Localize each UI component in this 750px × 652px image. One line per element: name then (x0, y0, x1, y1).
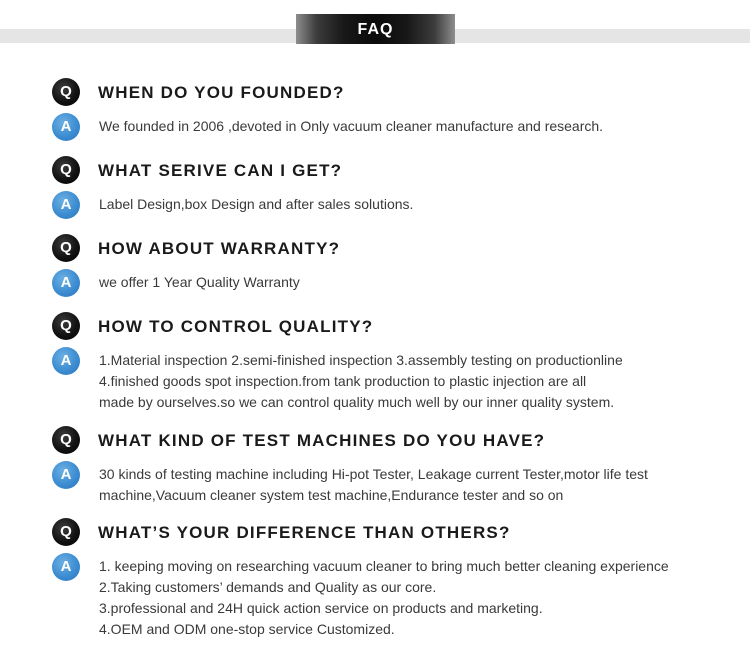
answer-line: Label Design,box Design and after sales solutions. (99, 196, 414, 212)
answer-line: 4.finished goods spot inspection.from tank production to plastic injection are all (99, 373, 587, 389)
answer-line: 1. keeping moving on researching vacuum cleaner to bring much better cleaning experience (99, 558, 669, 574)
question-marker-icon: Q (52, 518, 80, 546)
answer-line: 3.professional and 24H quick action service on products and marketing. (99, 600, 543, 616)
question-marker-icon: Q (52, 156, 80, 184)
question-marker-icon: Q (52, 78, 80, 106)
answer-line: 2.Taking customers’ demands and Quality as our core. (99, 579, 437, 595)
faq-title-tab (296, 14, 455, 44)
faq-question: WHEN DO YOU FOUNDED? (98, 83, 345, 102)
answer-line: We founded in 2006 ,devoted in Only vacuum cleaner manufacture and research. (99, 118, 604, 134)
answer-line: made by ourselves.so we can control quality much well by our inner quality system. (99, 394, 615, 410)
answer-marker-icon: A (52, 269, 80, 297)
faq-answer (99, 556, 669, 640)
faq-question: WHAT’S YOUR DIFFERENCE THAN OTHERS? (98, 523, 511, 542)
answer-line: 30 kinds of testing machine including Hi-pot Tester, Leakage current Tester,motor life test (99, 466, 648, 482)
faq-answer (99, 116, 603, 137)
faq-answer (99, 194, 413, 215)
question-marker-icon: Q (52, 426, 80, 454)
answer-line: 1.Material inspection 2.semi-finished inspection 3.assembly testing on productionline (99, 352, 623, 368)
answer-marker-icon: A (52, 191, 80, 219)
answer-line: we offer 1 Year Quality Warranty (99, 274, 300, 290)
answer-line: machine,Vacuum cleaner system test machine,Endurance tester and so on (99, 487, 564, 503)
answer-marker-icon: A (52, 347, 80, 375)
answer-marker-icon: A (52, 113, 80, 141)
faq-answer (99, 272, 300, 293)
answer-marker-icon: A (52, 553, 80, 581)
faq-question: WHAT SERIVE CAN I GET? (98, 161, 343, 180)
question-marker-icon: Q (52, 234, 80, 262)
answer-marker-icon: A (52, 461, 80, 489)
question-marker-icon: Q (52, 312, 80, 340)
page-title: FAQ (357, 21, 394, 38)
answer-line: 4.OEM and ODM one-stop service Customized. (99, 621, 395, 637)
faq-answer (99, 464, 648, 506)
faq-question: HOW TO CONTROL QUALITY? (98, 317, 374, 336)
faq-question: HOW ABOUT WARRANTY? (98, 239, 341, 258)
faq-answer (99, 350, 623, 413)
faq-question: WHAT KIND OF TEST MACHINES DO YOU HAVE? (98, 431, 546, 450)
